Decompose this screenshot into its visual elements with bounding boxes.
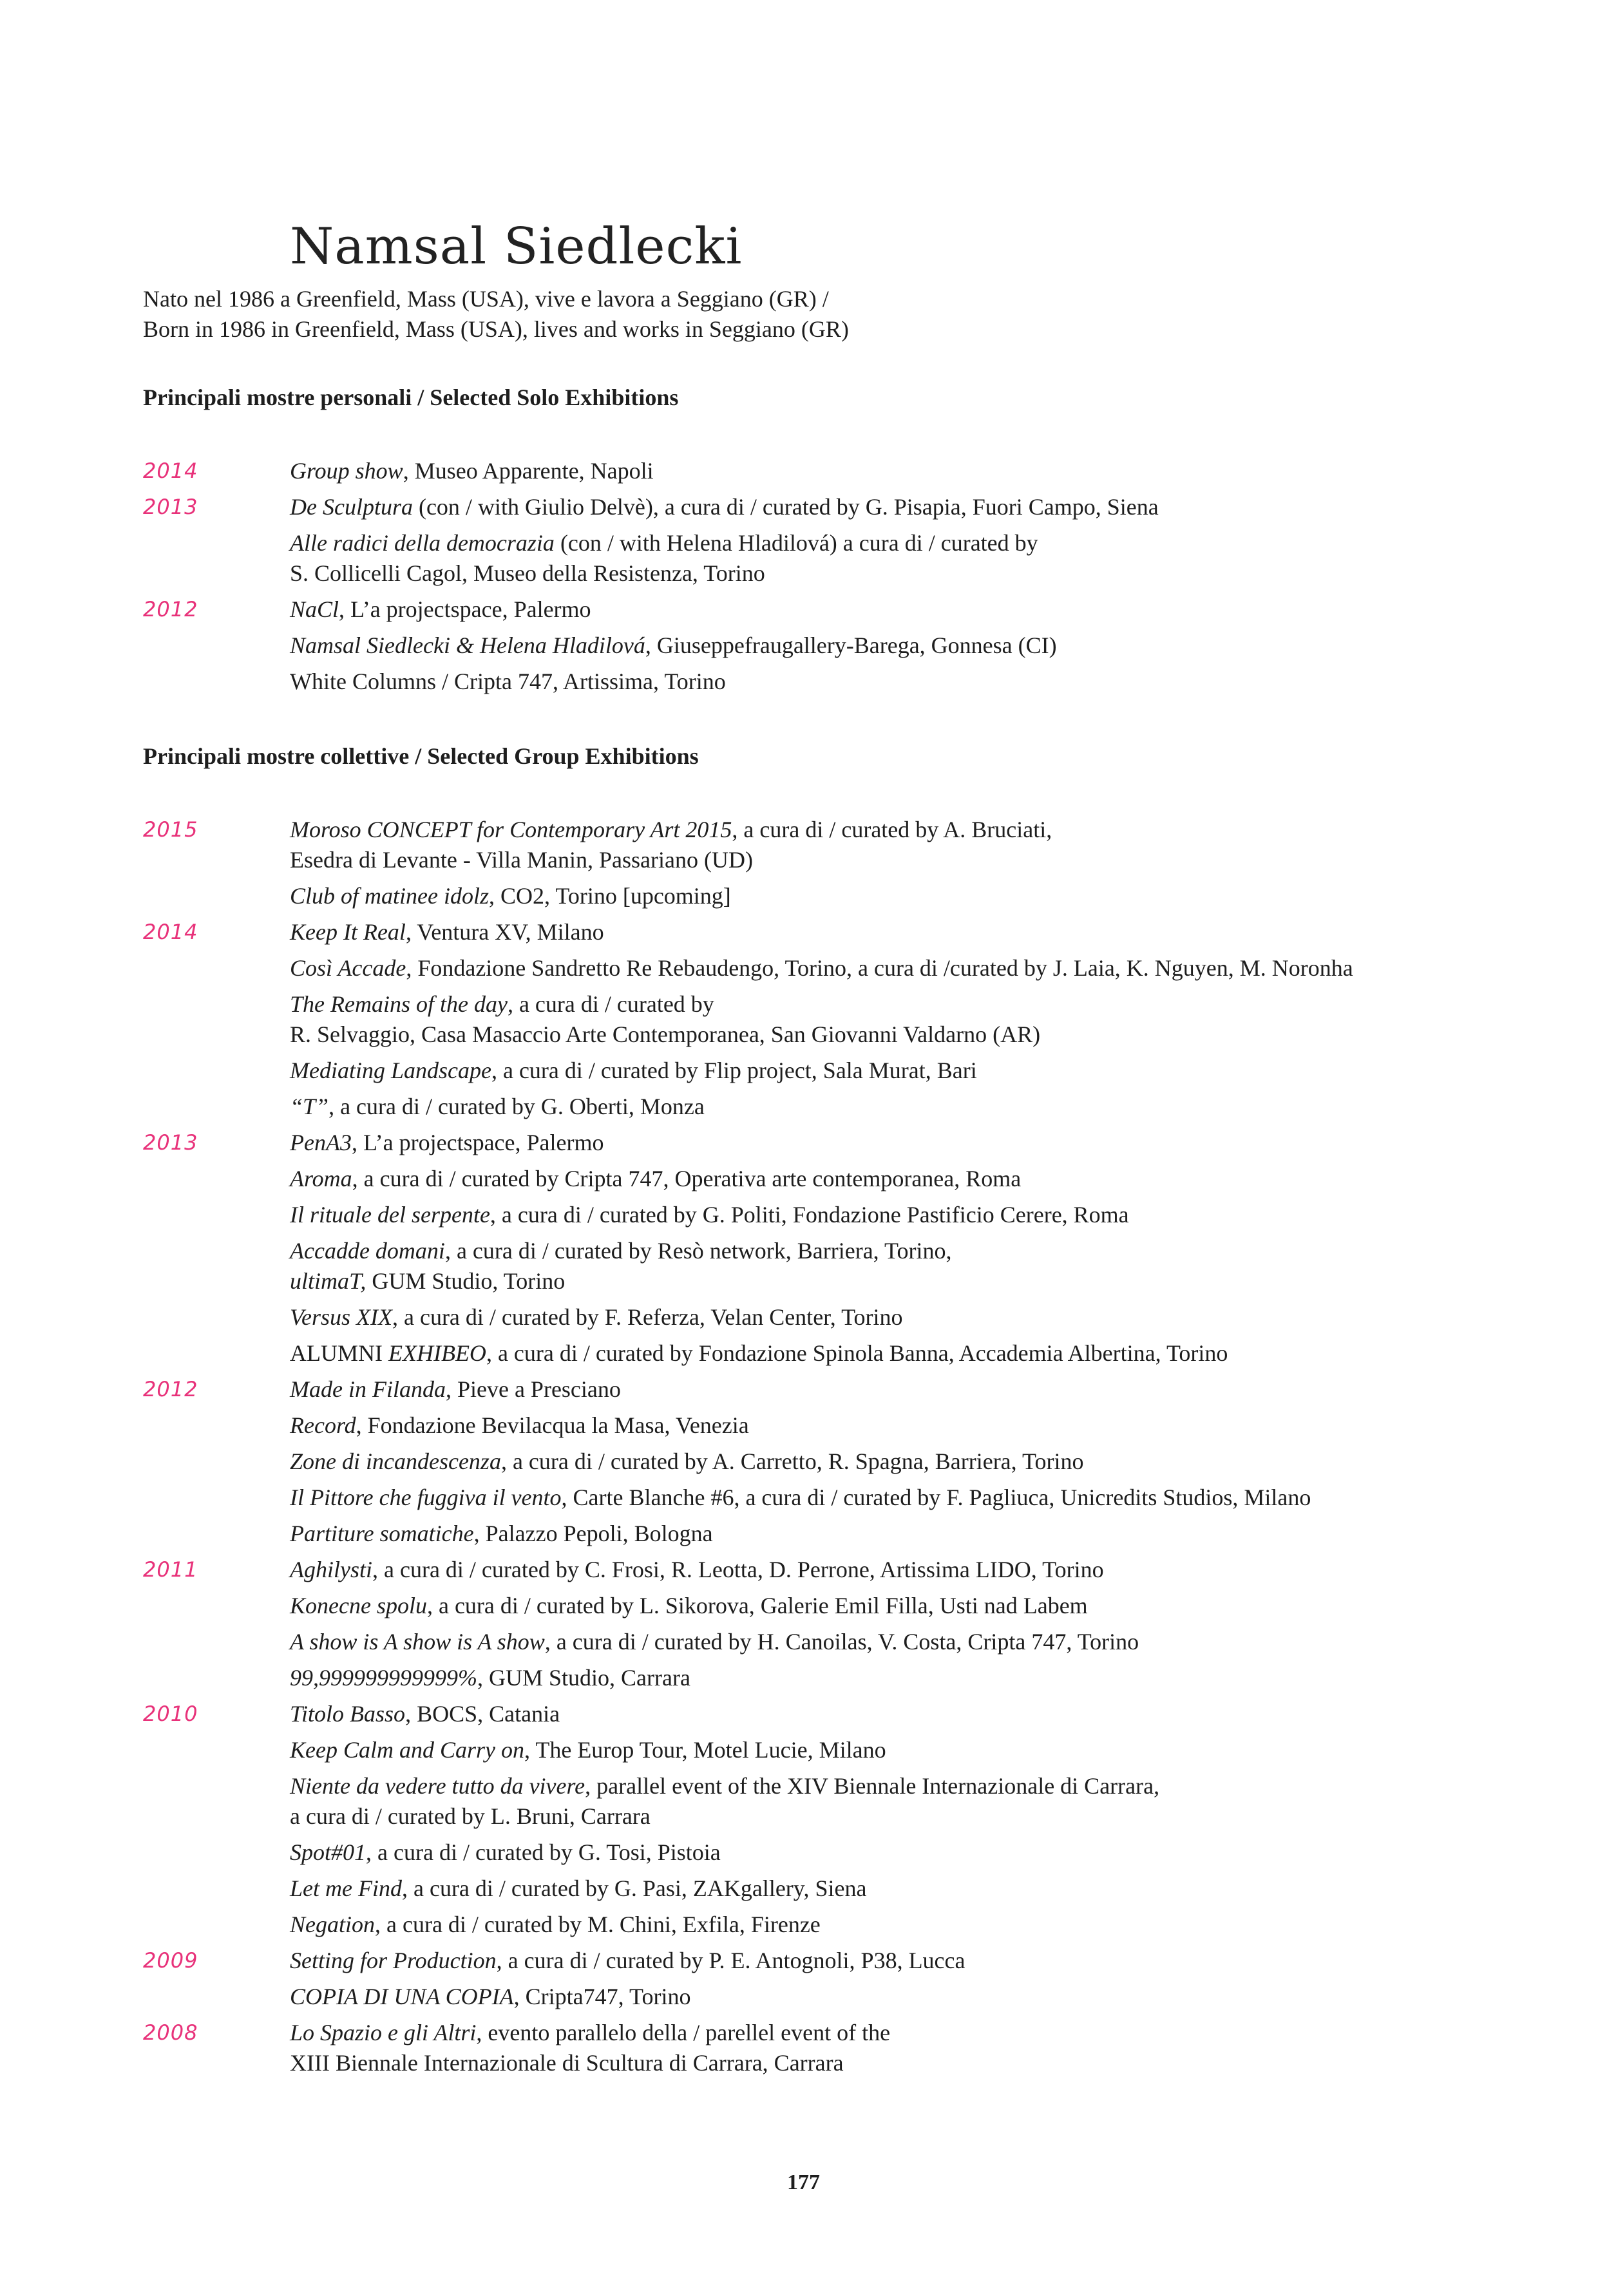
exhibition-entry: [0, 1483, 1607, 1513]
exhibition-details: , a cura di / curated by Flip project, Sala Murat, Bari: [491, 1058, 977, 1083]
exhibition-description: [290, 1519, 1501, 1549]
exhibition-title: Let me Find: [290, 1875, 402, 1901]
exhibition-entry: [0, 1771, 1607, 1832]
exhibition-title: Keep It Real: [290, 919, 406, 945]
exhibition-entry: [0, 594, 1607, 625]
exhibition-title: Record: [290, 1412, 356, 1438]
exhibition-description: [290, 1837, 1501, 1868]
exhibition-entry: [0, 1946, 1607, 1976]
exhibition-entry: [0, 1591, 1607, 1621]
exhibition-description: [290, 1374, 1501, 1405]
exhibition-title: EXHIBEO: [388, 1340, 486, 1366]
bio-italian: Nato nel 1986 a Greenfield, Mass (USA), vive e lavora a Seggiano (GR) /: [143, 286, 829, 312]
exhibition-details: , a cura di / curated by H. Canoilas, V. Costa, Cripta 747, Torino: [544, 1629, 1139, 1655]
exhibition-details: , Cripta747, Torino: [513, 1984, 691, 2009]
exhibition-details: , evento parallelo della / parellel event of the: [476, 2020, 891, 2045]
exhibition-description: [290, 1302, 1501, 1333]
exhibition-details: (con / with Helena Hladilová) a cura di / curated by: [554, 530, 1038, 556]
exhibition-year: 2008: [143, 2020, 198, 2045]
exhibition-year: 2015: [143, 817, 198, 842]
exhibition-description: [290, 953, 1501, 983]
exhibition-entry: [0, 1128, 1607, 1158]
exhibition-details: , a cura di / curated by C. Frosi, R. Leotta, D. Perrone, Artissima LIDO, Torino: [372, 1557, 1104, 1582]
exhibition-title: Keep Calm and Carry on: [290, 1737, 524, 1763]
exhibition-description: [290, 1946, 1501, 1976]
exhibition-details: , a cura di / curated by Cripta 747, Operativa arte contemporanea, Roma: [352, 1166, 1022, 1191]
exhibition-year: 2012: [143, 1377, 198, 1401]
exhibition-description: [290, 594, 1501, 625]
exhibition-title: Il rituale del serpente: [290, 1202, 490, 1228]
exhibition-title: Zone di incandescenza: [290, 1448, 501, 1474]
exhibition-entry: [0, 953, 1607, 983]
exhibition-title: Aroma: [290, 1166, 352, 1191]
exhibition-details: , Palazzo Pepoli, Bologna: [473, 1521, 713, 1546]
exhibition-title: Negation: [290, 1912, 375, 1937]
page-number: 177: [787, 2170, 820, 2194]
exhibition-description: [290, 1627, 1501, 1657]
exhibition-entry: [0, 1056, 1607, 1086]
exhibition-details: White Columns / Cripta 747, Artissima, Torino: [290, 669, 726, 694]
exhibition-details: , L’a projectspace, Palermo: [339, 596, 591, 622]
exhibition-entry: [0, 1699, 1607, 1729]
exhibition-description: [290, 1128, 1501, 1158]
exhibition-entry: [0, 492, 1607, 522]
exhibition-title: Setting for Production: [290, 1948, 497, 1973]
exhibition-entry: [0, 456, 1607, 486]
exhibition-title: Alle radici della democrazia: [290, 530, 555, 556]
exhibition-description: [290, 1555, 1501, 1585]
exhibition-title: Versus XIX: [290, 1304, 392, 1330]
exhibition-title: De Sculptura: [290, 494, 413, 520]
exhibition-description: [290, 1874, 1501, 1904]
exhibition-entry: [0, 1447, 1607, 1477]
exhibition-title: Lo Spazio e gli Altri: [290, 2020, 477, 2045]
exhibition-details: , Giuseppefraugallery-Barega, Gonnesa (CI): [645, 632, 1057, 658]
exhibition-entry: [0, 1874, 1607, 1904]
exhibition-title: Konecne spolu: [290, 1593, 427, 1618]
exhibition-title: Così Accade: [290, 955, 406, 981]
exhibition-details: (con / with Giulio Delvè), a cura di / curated by G. Pisapia, Fuori Campo, Siena: [412, 494, 1159, 520]
exhibition-entry: [0, 1200, 1607, 1230]
exhibition-details: , a cura di / curated by: [507, 991, 714, 1017]
bio-english: Born in 1986 in Greenfield, Mass (USA), lives and works in Seggiano (GR): [143, 316, 849, 342]
exhibition-title: Accadde domani: [290, 1238, 445, 1264]
exhibition-description: [290, 1410, 1501, 1441]
exhibition-details: , Fondazione Bevilacqua la Masa, Venezia: [356, 1412, 749, 1438]
exhibition-title: Spot#01: [290, 1839, 366, 1865]
solo-exhibitions-heading: Principali mostre personali / Selected Solo Exhibitions: [143, 384, 679, 410]
exhibition-details: , a cura di / curated by G. Pasi, ZAKgallery, Siena: [401, 1875, 867, 1901]
exhibition-title: Namsal Siedlecki & Helena Hladilová: [290, 632, 645, 658]
exhibition-description: [290, 2018, 1501, 2078]
exhibition-title: Club of matinee idolz: [290, 883, 489, 909]
exhibition-entry: [0, 528, 1607, 589]
exhibition-title: Il Pittore che fuggiva il vento: [290, 1485, 562, 1510]
exhibition-description: [290, 1056, 1501, 1086]
exhibition-title: The Remains of the day: [290, 991, 508, 1017]
exhibition-details: , a cura di / curated by Resò network, Barriera, Torino,: [444, 1238, 952, 1264]
page-title: Namsal Siedlecki: [290, 218, 743, 276]
exhibition-details: , a cura di / curated by G. Oberti, Monza: [328, 1094, 705, 1119]
exhibition-entry: [0, 1374, 1607, 1405]
exhibition-title: ultimaT,: [290, 1268, 366, 1294]
exhibition-details: GUM Studio, Torino: [366, 1268, 566, 1294]
exhibition-description: [290, 492, 1501, 522]
exhibition-year: 2012: [143, 597, 198, 621]
exhibition-details: , Pieve a Presciano: [445, 1376, 621, 1402]
exhibition-title: NaCl: [290, 596, 339, 622]
exhibition-description: [290, 815, 1501, 875]
exhibition-entry: [0, 1982, 1607, 2012]
exhibition-description: [290, 1447, 1501, 1477]
exhibition-title: Moroso CONCEPT for Contemporary Art 2015: [290, 817, 732, 842]
exhibition-year: 2014: [143, 920, 198, 944]
exhibition-details: , a cura di / curated by G. Politi, Fondazione Pastificio Cerere, Roma: [490, 1202, 1129, 1228]
exhibition-details: , L’a projectspace, Palermo: [351, 1130, 604, 1155]
exhibition-entry: [0, 1910, 1607, 1940]
exhibition-entry: [0, 1410, 1607, 1441]
exhibition-entry: [0, 815, 1607, 875]
exhibition-entry: [0, 881, 1607, 911]
exhibition-details: XIII Biennale Internazionale di Scultura di Carrara, Carrara: [290, 2050, 844, 2076]
exhibition-entry: [0, 2018, 1607, 2078]
exhibition-details: , BOCS, Catania: [405, 1701, 560, 1727]
exhibition-description: [290, 989, 1501, 1050]
exhibition-title: Mediating Landscape: [290, 1058, 491, 1083]
exhibition-description: [290, 528, 1501, 589]
exhibition-description: [290, 1910, 1501, 1940]
exhibition-description: [290, 456, 1501, 486]
exhibition-entry: [0, 631, 1607, 661]
exhibition-year: 2013: [143, 495, 198, 519]
exhibition-entry: [0, 1519, 1607, 1549]
exhibition-description: [290, 1338, 1501, 1369]
exhibition-description: [290, 1092, 1501, 1122]
exhibition-entry: [0, 667, 1607, 697]
exhibition-details: , Fondazione Sandretto Re Rebaudengo, Torino, a cura di /curated by J. Laia, K. Nguyen, M. Noronha: [406, 955, 1353, 981]
exhibition-title: A show is A show is A show: [290, 1629, 545, 1655]
exhibition-entry: [0, 1555, 1607, 1585]
exhibition-title: Group show: [290, 458, 403, 484]
exhibition-description: [290, 667, 1501, 697]
exhibition-title: “T”: [290, 1094, 329, 1119]
exhibition-details: , GUM Studio, Carrara: [477, 1665, 690, 1691]
exhibition-details: a cura di / curated by L. Bruni, Carrara: [290, 1803, 651, 1829]
exhibition-entry: [0, 1164, 1607, 1194]
exhibition-description: [290, 1236, 1501, 1296]
exhibition-details: S. Collicelli Cagol, Museo della Resistenza, Torino: [290, 560, 765, 586]
exhibition-details: , parallel event of the XIV Biennale Internazionale di Carrara,: [585, 1773, 1160, 1799]
exhibition-title: Titolo Basso: [290, 1701, 406, 1727]
exhibition-description: [290, 1663, 1501, 1693]
exhibition-description: [290, 1200, 1501, 1230]
exhibition-entry: [0, 989, 1607, 1050]
exhibition-year: 2009: [143, 1948, 198, 1973]
exhibition-title: Made in Filanda: [290, 1376, 446, 1402]
exhibition-entry: [0, 1627, 1607, 1657]
exhibition-details: , CO2, Torino [upcoming]: [489, 883, 731, 909]
artist-bio: [143, 284, 849, 345]
exhibition-details: Esedra di Levante - Villa Manin, Passariano (UD): [290, 847, 753, 873]
exhibition-details: , a cura di / curated by A. Carretto, R. Spagna, Barriera, Torino: [500, 1448, 1084, 1474]
exhibition-description: [290, 1591, 1501, 1621]
exhibition-entry: [0, 1236, 1607, 1296]
group-exhibitions-list: [0, 815, 1607, 2084]
group-exhibitions-heading: Principali mostre collettive / Selected Group Exhibitions: [143, 743, 699, 769]
exhibition-details: , Museo Apparente, Napoli: [403, 458, 654, 484]
solo-exhibitions-list: [0, 456, 1607, 703]
exhibition-title: COPIA DI UNA COPIA: [290, 1984, 514, 2009]
exhibition-description: [290, 881, 1501, 911]
exhibition-year: 2014: [143, 459, 198, 483]
exhibition-details: , a cura di / curated by L. Sikorova, Galerie Emil Filla, Usti nad Labem: [426, 1593, 1088, 1618]
exhibition-entry: [0, 917, 1607, 947]
exhibition-description: [290, 631, 1501, 661]
exhibition-title: Niente da vedere tutto da vivere: [290, 1773, 585, 1799]
exhibition-year: 2010: [143, 1702, 198, 1726]
exhibition-description: [290, 1735, 1501, 1765]
exhibition-description: [290, 917, 1501, 947]
exhibition-details: , a cura di / curated by Fondazione Spinola Banna, Accademia Albertina, Torino: [486, 1340, 1228, 1366]
exhibition-description: [290, 1982, 1501, 2012]
exhibition-details: , a cura di / curated by G. Tosi, Pistoia: [366, 1839, 721, 1865]
exhibition-details: R. Selvaggio, Casa Masaccio Arte Contemporanea, San Giovanni Valdarno (AR): [290, 1021, 1041, 1047]
exhibition-description: [290, 1164, 1501, 1194]
exhibition-details: , Ventura XV, Milano: [405, 919, 604, 945]
exhibition-details: , a cura di / curated by M. Chini, Exfila, Firenze: [375, 1912, 821, 1937]
exhibition-entry: [0, 1735, 1607, 1765]
exhibition-entry: [0, 1338, 1607, 1369]
exhibition-year: 2013: [143, 1130, 198, 1155]
exhibition-details: , a cura di / curated by P. E. Antognoli, P38, Lucca: [496, 1948, 965, 1973]
exhibition-details: , a cura di / curated by F. Referza, Velan Center, Torino: [392, 1304, 903, 1330]
exhibition-year: 2011: [143, 1557, 198, 1582]
exhibition-title: 99,999999999999%: [290, 1665, 477, 1691]
exhibition-details: , The Europ Tour, Motel Lucie, Milano: [524, 1737, 886, 1763]
exhibition-entry: [0, 1302, 1607, 1333]
exhibition-description: [290, 1771, 1501, 1832]
exhibition-entry: [0, 1092, 1607, 1122]
exhibition-details: ALUMNI: [290, 1340, 388, 1366]
exhibition-entry: [0, 1663, 1607, 1693]
exhibition-details: , a cura di / curated by A. Bruciati,: [732, 817, 1052, 842]
exhibition-details: , Carte Blanche #6, a cura di / curated by F. Pagliuca, Unicredits Studios, Milano: [561, 1485, 1311, 1510]
exhibition-title: PenA3: [290, 1130, 352, 1155]
exhibition-title: Partiture somatiche: [290, 1521, 474, 1546]
exhibition-description: [290, 1483, 1501, 1513]
exhibition-description: [290, 1699, 1501, 1729]
exhibition-title: Aghilysti: [290, 1557, 372, 1582]
exhibition-entry: [0, 1837, 1607, 1868]
